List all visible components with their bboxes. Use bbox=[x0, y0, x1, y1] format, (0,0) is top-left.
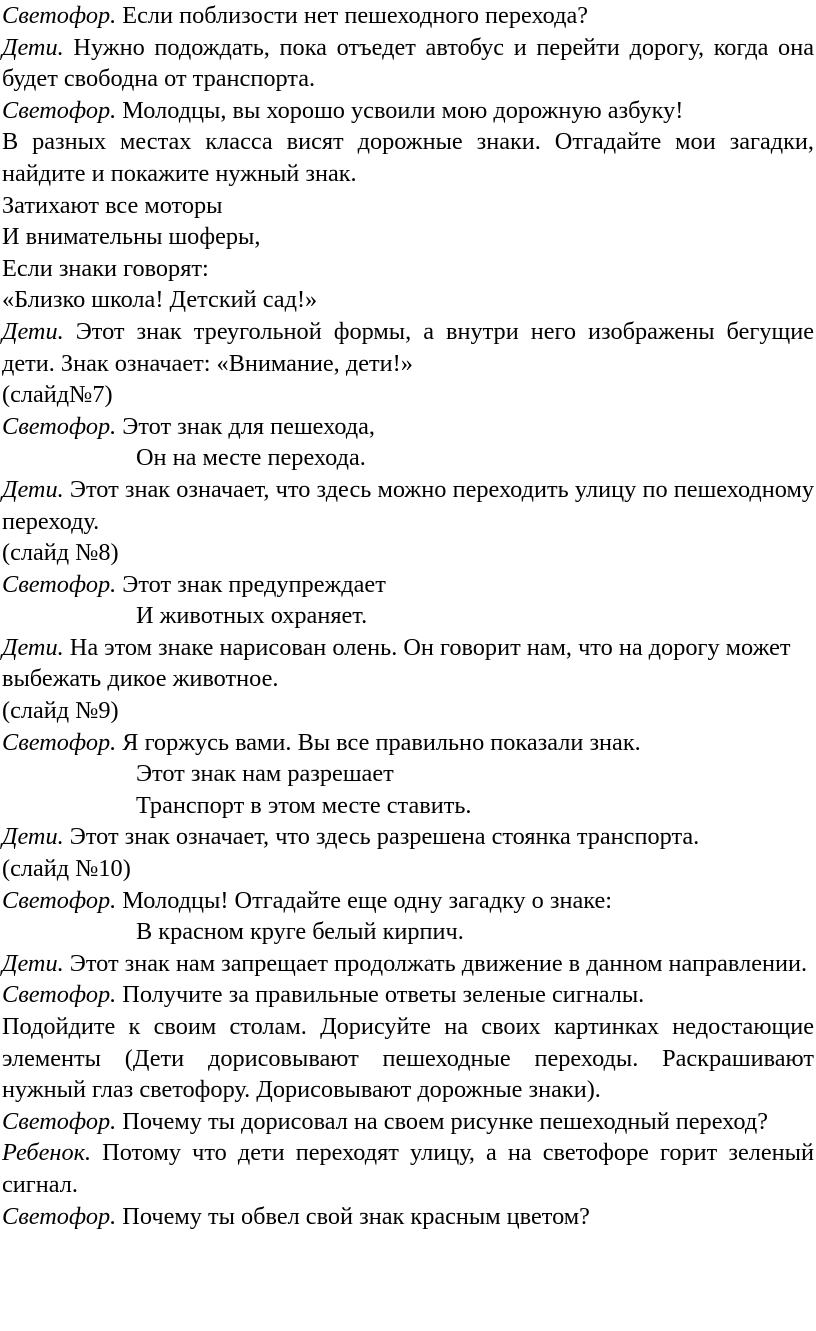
line-text: Если поблизости нет пешеходного перехода? bbox=[122, 2, 589, 29]
line-text: Этот знак нам разрешает bbox=[136, 760, 394, 788]
line-text: Транспорт в этом месте ставить. bbox=[136, 791, 472, 819]
speaker-label: Дети. bbox=[2, 33, 64, 61]
line-2 bbox=[2, 32, 814, 95]
line-29 bbox=[2, 1106, 814, 1138]
line-1 bbox=[2, 0, 814, 32]
line-text: В красном круге белый кирпич. bbox=[136, 918, 464, 946]
line-19 bbox=[2, 727, 814, 759]
line-text: Молодцы! Отгадайте еще одну загадку о знаке: bbox=[122, 886, 612, 914]
line-27 bbox=[2, 979, 814, 1011]
line-text: Подойдите к своим столам. Дорисуйте на своих картинках недостающие элементы (Дети дорисовывают пешеходные переходы. Раскрашивают нужный глаз светофору. Дорисовывают дорожные знаки). bbox=[2, 1013, 814, 1104]
speaker-label: Дети. bbox=[2, 633, 64, 661]
speaker-label: Светофор. bbox=[2, 1202, 117, 1230]
line-text: Получите за правильные ответы зеленые сигналы. bbox=[122, 981, 645, 1009]
line-3 bbox=[2, 95, 814, 127]
line-6 bbox=[2, 221, 814, 253]
line-text: (слайд №10) bbox=[2, 855, 131, 883]
line-text: Если знаки говорят: bbox=[2, 254, 209, 282]
line-22 bbox=[2, 821, 814, 853]
speaker-label: Ребенок. bbox=[2, 1139, 92, 1167]
speaker-label: Светофор. bbox=[2, 1107, 117, 1135]
line-8 bbox=[2, 284, 814, 316]
speaker-label: Светофор. bbox=[2, 886, 117, 914]
line-text: Почему ты обвел свой знак красным цветом? bbox=[122, 1202, 590, 1230]
line-23 bbox=[2, 853, 814, 885]
speaker-label: Светофор. bbox=[2, 570, 117, 598]
line-26 bbox=[2, 948, 814, 980]
line-text: Этот знак нам запрещает продолжать движение в данном направлении. bbox=[69, 949, 808, 977]
speaker-label: Светофор. bbox=[2, 728, 117, 756]
line-text: Затихают все моторы bbox=[2, 191, 223, 219]
speaker-label: Дети. bbox=[2, 823, 64, 851]
line-18 bbox=[2, 695, 814, 727]
speaker-label: Светофор. bbox=[2, 981, 117, 1009]
line-text: Молодцы, вы хорошо усвоили мою дорожную азбуку! bbox=[122, 96, 684, 124]
line-5 bbox=[2, 190, 814, 222]
speaker-label: Светофор. bbox=[2, 412, 117, 440]
line-text: (слайд №9) bbox=[2, 697, 119, 725]
speaker-label: Дети. bbox=[2, 317, 64, 345]
line-20 bbox=[2, 758, 814, 790]
line-text: (слайд№7) bbox=[2, 381, 113, 409]
line-text: В разных местах класса висят дорожные знаки. Отгадайте мои загадки, найдите и покажите нужный знак. bbox=[2, 128, 814, 187]
speaker-label: Дети. bbox=[2, 475, 64, 503]
line-11 bbox=[2, 411, 814, 443]
line-text: (слайд №8) bbox=[2, 539, 119, 567]
speaker-label: Светофор. bbox=[2, 2, 117, 29]
line-13 bbox=[2, 474, 814, 537]
line-28 bbox=[2, 1011, 814, 1106]
line-text: На этом знаке нарисован олень. Он говорит нам, что на дорогу может выбежать дикое животное. bbox=[2, 633, 791, 693]
line-12 bbox=[2, 442, 814, 474]
line-10 bbox=[2, 379, 814, 411]
line-text: Почему ты дорисовал на своем рисунке пешеходный переход? bbox=[122, 1107, 768, 1135]
line-31 bbox=[2, 1201, 814, 1233]
line-text: Этот знак предупреждает bbox=[122, 570, 386, 598]
line-text: Я горжусь вами. Вы все правильно показали знак. bbox=[122, 728, 641, 756]
line-25 bbox=[2, 916, 814, 948]
line-14 bbox=[2, 537, 814, 569]
line-text: Этот знак означает, что здесь разрешена стоянка транспорта. bbox=[69, 823, 700, 851]
line-24 bbox=[2, 885, 814, 917]
line-text: Этот знак означает, что здесь можно переходить улицу по пешеходному переходу. bbox=[2, 475, 815, 535]
line-text: Этот знак для пешехода, bbox=[122, 412, 376, 440]
line-text: И животных охраняет. bbox=[136, 602, 368, 630]
line-17 bbox=[2, 632, 814, 695]
line-21 bbox=[2, 790, 814, 822]
line-text: И внимательны шоферы, bbox=[2, 223, 261, 251]
line-text: Он на месте перехода. bbox=[136, 444, 366, 472]
line-4 bbox=[2, 126, 814, 189]
line-15 bbox=[2, 569, 814, 601]
line-30 bbox=[2, 1137, 814, 1200]
line-text: Нужно подождать, пока отъедет автобус и перейти дорогу, когда она будет свободна от транспорта. bbox=[2, 33, 814, 93]
line-text: Потому что дети переходят улицу, а на светофоре горит зеленый сигнал. bbox=[2, 1139, 814, 1198]
line-9 bbox=[2, 316, 814, 379]
speaker-label: Дети. bbox=[2, 949, 64, 977]
line-text: «Близко школа! Детский сад!» bbox=[2, 286, 318, 314]
line-16 bbox=[2, 600, 814, 632]
line-7 bbox=[2, 253, 814, 285]
line-text: Этот знак треугольной формы, а внутри него изображены бегущие дети. Знак означает: «Внимание, дети!» bbox=[2, 317, 814, 377]
speaker-label: Светофор. bbox=[2, 96, 117, 124]
